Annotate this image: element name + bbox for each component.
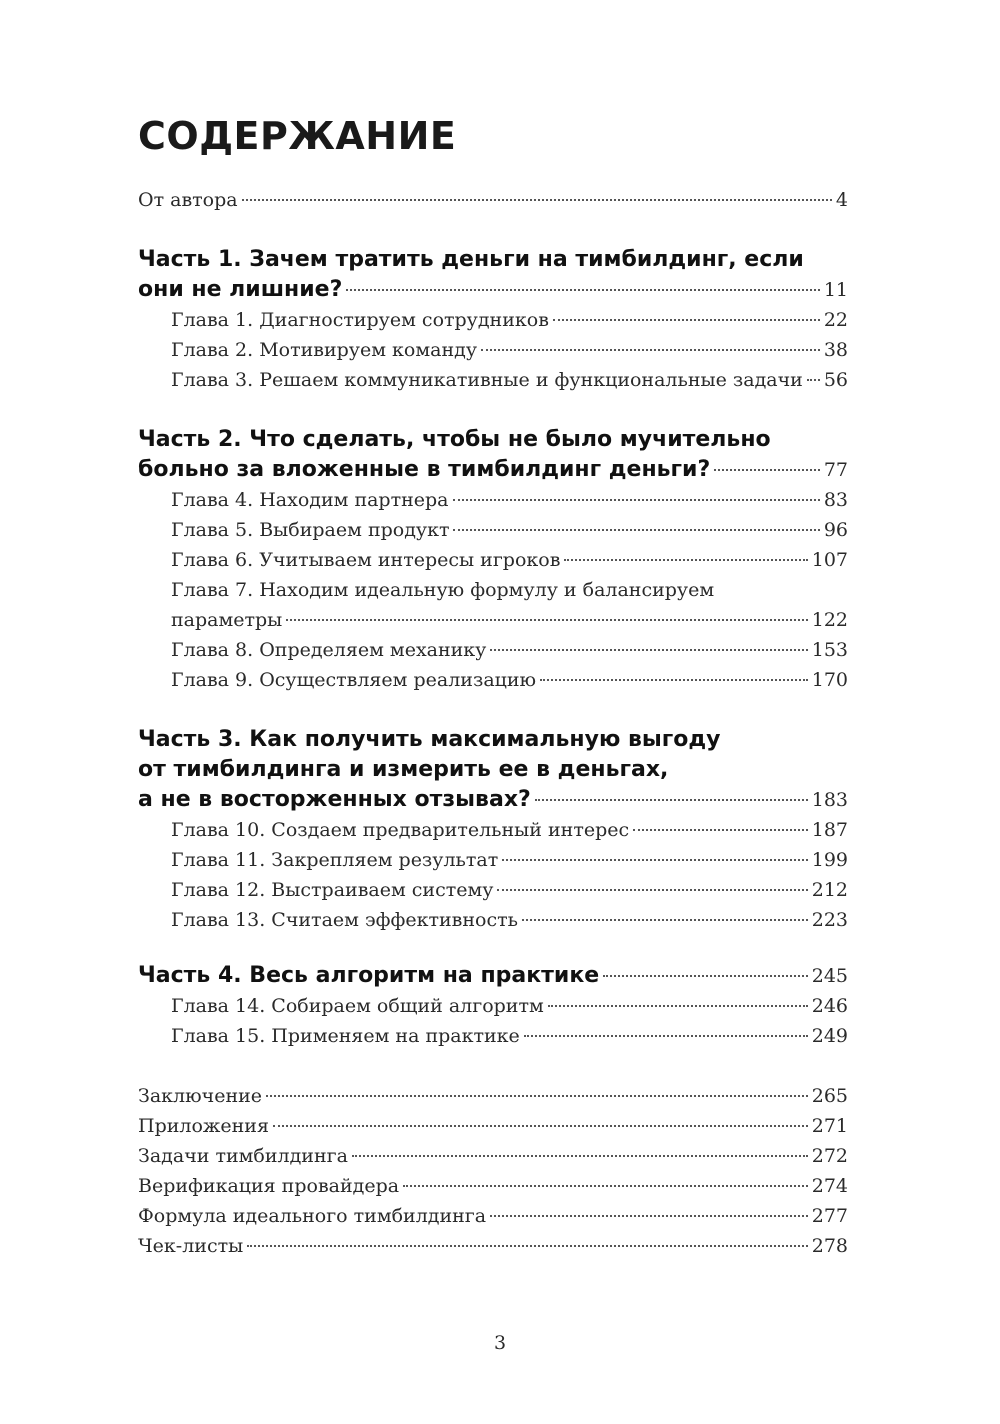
toc-page: 4 bbox=[835, 189, 848, 211]
dot-leader bbox=[481, 349, 820, 351]
dot-leader bbox=[453, 499, 820, 501]
toc-entry-chapter-3[interactable] bbox=[138, 365, 848, 395]
dot-leader bbox=[807, 379, 820, 381]
toc-page: 153 bbox=[811, 639, 848, 661]
toc-entry-chapter-12[interactable] bbox=[138, 875, 848, 905]
toc-entry-chapter-13[interactable] bbox=[138, 905, 848, 935]
toc-entry-ideal-formula[interactable] bbox=[138, 1201, 848, 1231]
toc-entry-chapter-2[interactable] bbox=[138, 335, 848, 365]
dot-leader bbox=[490, 649, 807, 651]
dot-leader bbox=[403, 1185, 808, 1187]
toc-label: Глава 5. Выбираем продукт bbox=[171, 519, 450, 541]
part-3-title-line-1[interactable]: Часть 3. Как получить максимальную выгоду bbox=[138, 727, 721, 752]
table-of-contents bbox=[138, 185, 848, 1261]
toc-label: Глава 1. Диагностируем сотрудников bbox=[171, 309, 549, 331]
toc-label: Задачи тимбилдинга bbox=[138, 1145, 348, 1167]
toc-label: Глава 6. Учитываем интересы игроков bbox=[171, 549, 561, 571]
toc-page: 170 bbox=[811, 669, 848, 691]
toc-page: 274 bbox=[811, 1175, 848, 1197]
toc-page: 187 bbox=[811, 819, 848, 841]
toc-label: Глава 8. Определяем механику bbox=[171, 639, 487, 661]
toc-page: 96 bbox=[823, 519, 848, 541]
toc-label: они не лишние? bbox=[138, 277, 343, 302]
toc-label: Приложения bbox=[138, 1115, 269, 1137]
toc-page: 183 bbox=[811, 789, 848, 811]
toc-page: 278 bbox=[811, 1235, 848, 1257]
dot-leader bbox=[553, 319, 820, 321]
dot-leader bbox=[633, 829, 808, 831]
toc-page: 22 bbox=[823, 309, 848, 331]
toc-entry-part-1[interactable] bbox=[138, 275, 848, 305]
toc-page: 212 bbox=[811, 879, 848, 901]
toc-label: параметры bbox=[171, 609, 283, 631]
toc-entry-chapter-14[interactable] bbox=[138, 991, 848, 1021]
toc-entry-chapter-9[interactable] bbox=[138, 665, 848, 695]
toc-label: От автора bbox=[138, 189, 238, 211]
toc-entry-chapter-5[interactable] bbox=[138, 515, 848, 545]
dot-leader bbox=[273, 1125, 808, 1127]
toc-entry-chapter-10[interactable] bbox=[138, 815, 848, 845]
dot-leader bbox=[490, 1215, 808, 1217]
toc-page: 272 bbox=[811, 1145, 848, 1167]
page-title: СОДЕРЖАНИЕ bbox=[138, 114, 457, 158]
dot-leader bbox=[352, 1155, 808, 1157]
toc-label: больно за вложенные в тимбилдинг деньги? bbox=[138, 457, 711, 482]
dot-leader bbox=[535, 799, 808, 801]
dot-leader bbox=[603, 975, 808, 977]
dot-leader bbox=[247, 1245, 808, 1247]
chapter-7-title-line-1[interactable]: Глава 7. Находим идеальную формулу и балансируем bbox=[171, 579, 715, 601]
part-1-title-line-1[interactable]: Часть 1. Зачем тратить деньги на тимбилдинг, если bbox=[138, 247, 804, 272]
toc-entry-conclusion[interactable] bbox=[138, 1081, 848, 1111]
toc-page: 265 bbox=[811, 1085, 848, 1107]
dot-leader bbox=[242, 199, 832, 201]
dot-leader bbox=[453, 529, 819, 531]
toc-entry-chapter-15[interactable] bbox=[138, 1021, 848, 1051]
toc-entry-part-4[interactable] bbox=[138, 961, 848, 991]
toc-label: Глава 10. Создаем предварительный интерес bbox=[171, 819, 630, 841]
toc-entry-intro[interactable] bbox=[138, 185, 848, 215]
dot-leader bbox=[522, 919, 808, 921]
part-2-title-line-1[interactable]: Часть 2. Что сделать, чтобы не было мучительно bbox=[138, 427, 771, 452]
toc-entry-appendices[interactable] bbox=[138, 1111, 848, 1141]
toc-entry-chapter-1[interactable] bbox=[138, 305, 848, 335]
toc-page: 77 bbox=[823, 459, 848, 481]
toc-label: Глава 2. Мотивируем команду bbox=[171, 339, 478, 361]
toc-page: 11 bbox=[823, 279, 848, 301]
toc-label: Верификация провайдера bbox=[138, 1175, 400, 1197]
toc-label: Глава 11. Закрепляем результат bbox=[171, 849, 499, 871]
dot-leader bbox=[286, 619, 807, 621]
dot-leader bbox=[266, 1095, 808, 1097]
toc-entry-chapter-11[interactable] bbox=[138, 845, 848, 875]
dot-leader bbox=[346, 289, 819, 291]
page-number: 3 bbox=[493, 1332, 507, 1354]
toc-page: 38 bbox=[823, 339, 848, 361]
dot-leader bbox=[524, 1035, 808, 1037]
toc-label: Заключение bbox=[138, 1085, 263, 1107]
toc-entry-teambuilding-tasks[interactable] bbox=[138, 1141, 848, 1171]
toc-entry-chapter-8[interactable] bbox=[138, 635, 848, 665]
toc-label: а не в восторженных отзывах? bbox=[138, 787, 531, 812]
toc-label: Часть 4. Весь алгоритм на практике bbox=[138, 963, 600, 988]
toc-entry-chapter-6[interactable] bbox=[138, 545, 848, 575]
dot-leader bbox=[540, 679, 808, 681]
toc-page: 83 bbox=[823, 489, 848, 511]
toc-entry-checklists[interactable] bbox=[138, 1231, 848, 1261]
part-3-title-line-2[interactable]: от тимбилдинга и измерить ее в деньгах, bbox=[138, 757, 669, 782]
toc-page: 245 bbox=[811, 965, 848, 987]
toc-page: 277 bbox=[811, 1205, 848, 1227]
toc-entry-part-2[interactable] bbox=[138, 455, 848, 485]
toc-entry-provider-verification[interactable] bbox=[138, 1171, 848, 1201]
toc-entry-chapter-4[interactable] bbox=[138, 485, 848, 515]
toc-label: Глава 9. Осуществляем реализацию bbox=[171, 669, 537, 691]
toc-page: 107 bbox=[811, 549, 848, 571]
dot-leader bbox=[502, 859, 807, 861]
toc-label: Глава 15. Применяем на практике bbox=[171, 1025, 520, 1047]
toc-label: Формула идеального тимбилдинга bbox=[138, 1205, 487, 1227]
toc-page: 56 bbox=[823, 369, 848, 391]
toc-page: 122 bbox=[811, 609, 848, 631]
toc-label: Глава 4. Находим партнера bbox=[171, 489, 449, 511]
dot-leader bbox=[564, 559, 807, 561]
dot-leader bbox=[497, 889, 807, 891]
toc-page: 199 bbox=[811, 849, 848, 871]
toc-entry-part-3[interactable] bbox=[138, 785, 848, 815]
toc-page: 246 bbox=[811, 995, 848, 1017]
toc-label: Глава 3. Решаем коммуникативные и функциональные задачи bbox=[171, 369, 803, 391]
toc-page: 271 bbox=[811, 1115, 848, 1137]
toc-page: 223 bbox=[811, 909, 848, 931]
dot-leader bbox=[548, 1005, 808, 1007]
toc-label: Глава 12. Выстраиваем систему bbox=[171, 879, 494, 901]
toc-label: Чек-листы bbox=[138, 1235, 244, 1257]
toc-label: Глава 13. Считаем эффективность bbox=[171, 909, 518, 931]
toc-entry-chapter-7[interactable] bbox=[138, 605, 848, 635]
dot-leader bbox=[714, 469, 820, 471]
toc-label: Глава 14. Собираем общий алгоритм bbox=[171, 995, 544, 1017]
toc-page: 249 bbox=[811, 1025, 848, 1047]
